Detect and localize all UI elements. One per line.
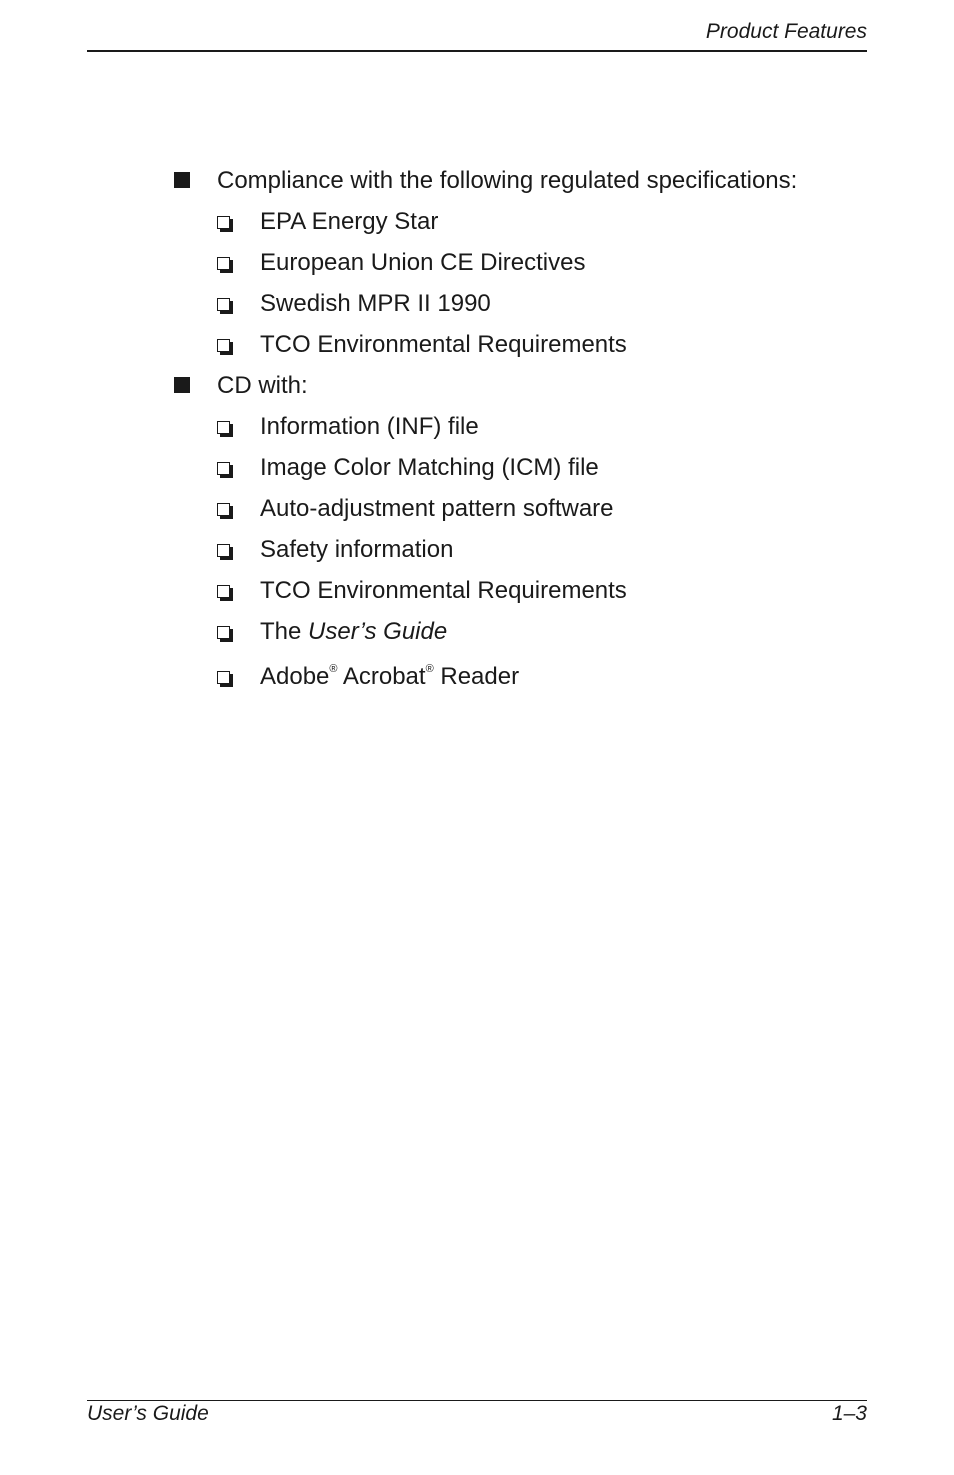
box-bullet-icon — [217, 626, 230, 639]
sub-list-item-adobe: Adobe® Acrobat® Reader — [172, 657, 872, 702]
feature-list — [172, 165, 872, 702]
sub-list-item: Safety information — [172, 534, 872, 575]
sub-list-item: Swedish MPR II 1990 — [172, 288, 872, 329]
box-bullet-icon — [217, 585, 230, 598]
sub-list-item: TCO Environmental Requirements — [172, 575, 872, 616]
header-rule — [87, 50, 867, 52]
footer-rule — [87, 1400, 867, 1401]
sub-list-item-users-guide: The User’s Guide — [172, 616, 872, 657]
users-guide-title: User’s Guide — [308, 618, 448, 645]
registered-mark: ® — [425, 663, 434, 675]
sub-list-item: Auto-adjustment pattern software — [172, 493, 872, 534]
registered-mark: ® — [329, 663, 338, 675]
box-bullet-icon — [217, 544, 230, 557]
running-header: Product Features — [705, 20, 867, 43]
box-bullet-icon — [217, 462, 230, 475]
sub-list-item: European Union CE Directives — [172, 247, 872, 288]
sub-list-item: Information (INF) file — [172, 411, 872, 452]
list-item-cd: CD with: — [172, 370, 872, 411]
box-bullet-icon — [217, 298, 230, 311]
running-footer-title: User’s Guide — [87, 1402, 209, 1425]
square-bullet-icon — [174, 172, 190, 188]
page-number: 1–3 — [831, 1402, 867, 1425]
sub-list-item: Image Color Matching (ICM) file — [172, 452, 872, 493]
box-bullet-icon — [217, 216, 230, 229]
box-bullet-icon — [217, 339, 230, 352]
sub-list-item: TCO Environmental Requirements — [172, 329, 872, 370]
sub-list-item: EPA Energy Star — [172, 206, 872, 247]
box-bullet-icon — [217, 421, 230, 434]
square-bullet-icon — [174, 377, 190, 393]
list-item-compliance: Compliance with the following regulated specifications: — [172, 165, 872, 206]
box-bullet-icon — [217, 257, 230, 270]
box-bullet-icon — [217, 671, 230, 684]
box-bullet-icon — [217, 503, 230, 516]
